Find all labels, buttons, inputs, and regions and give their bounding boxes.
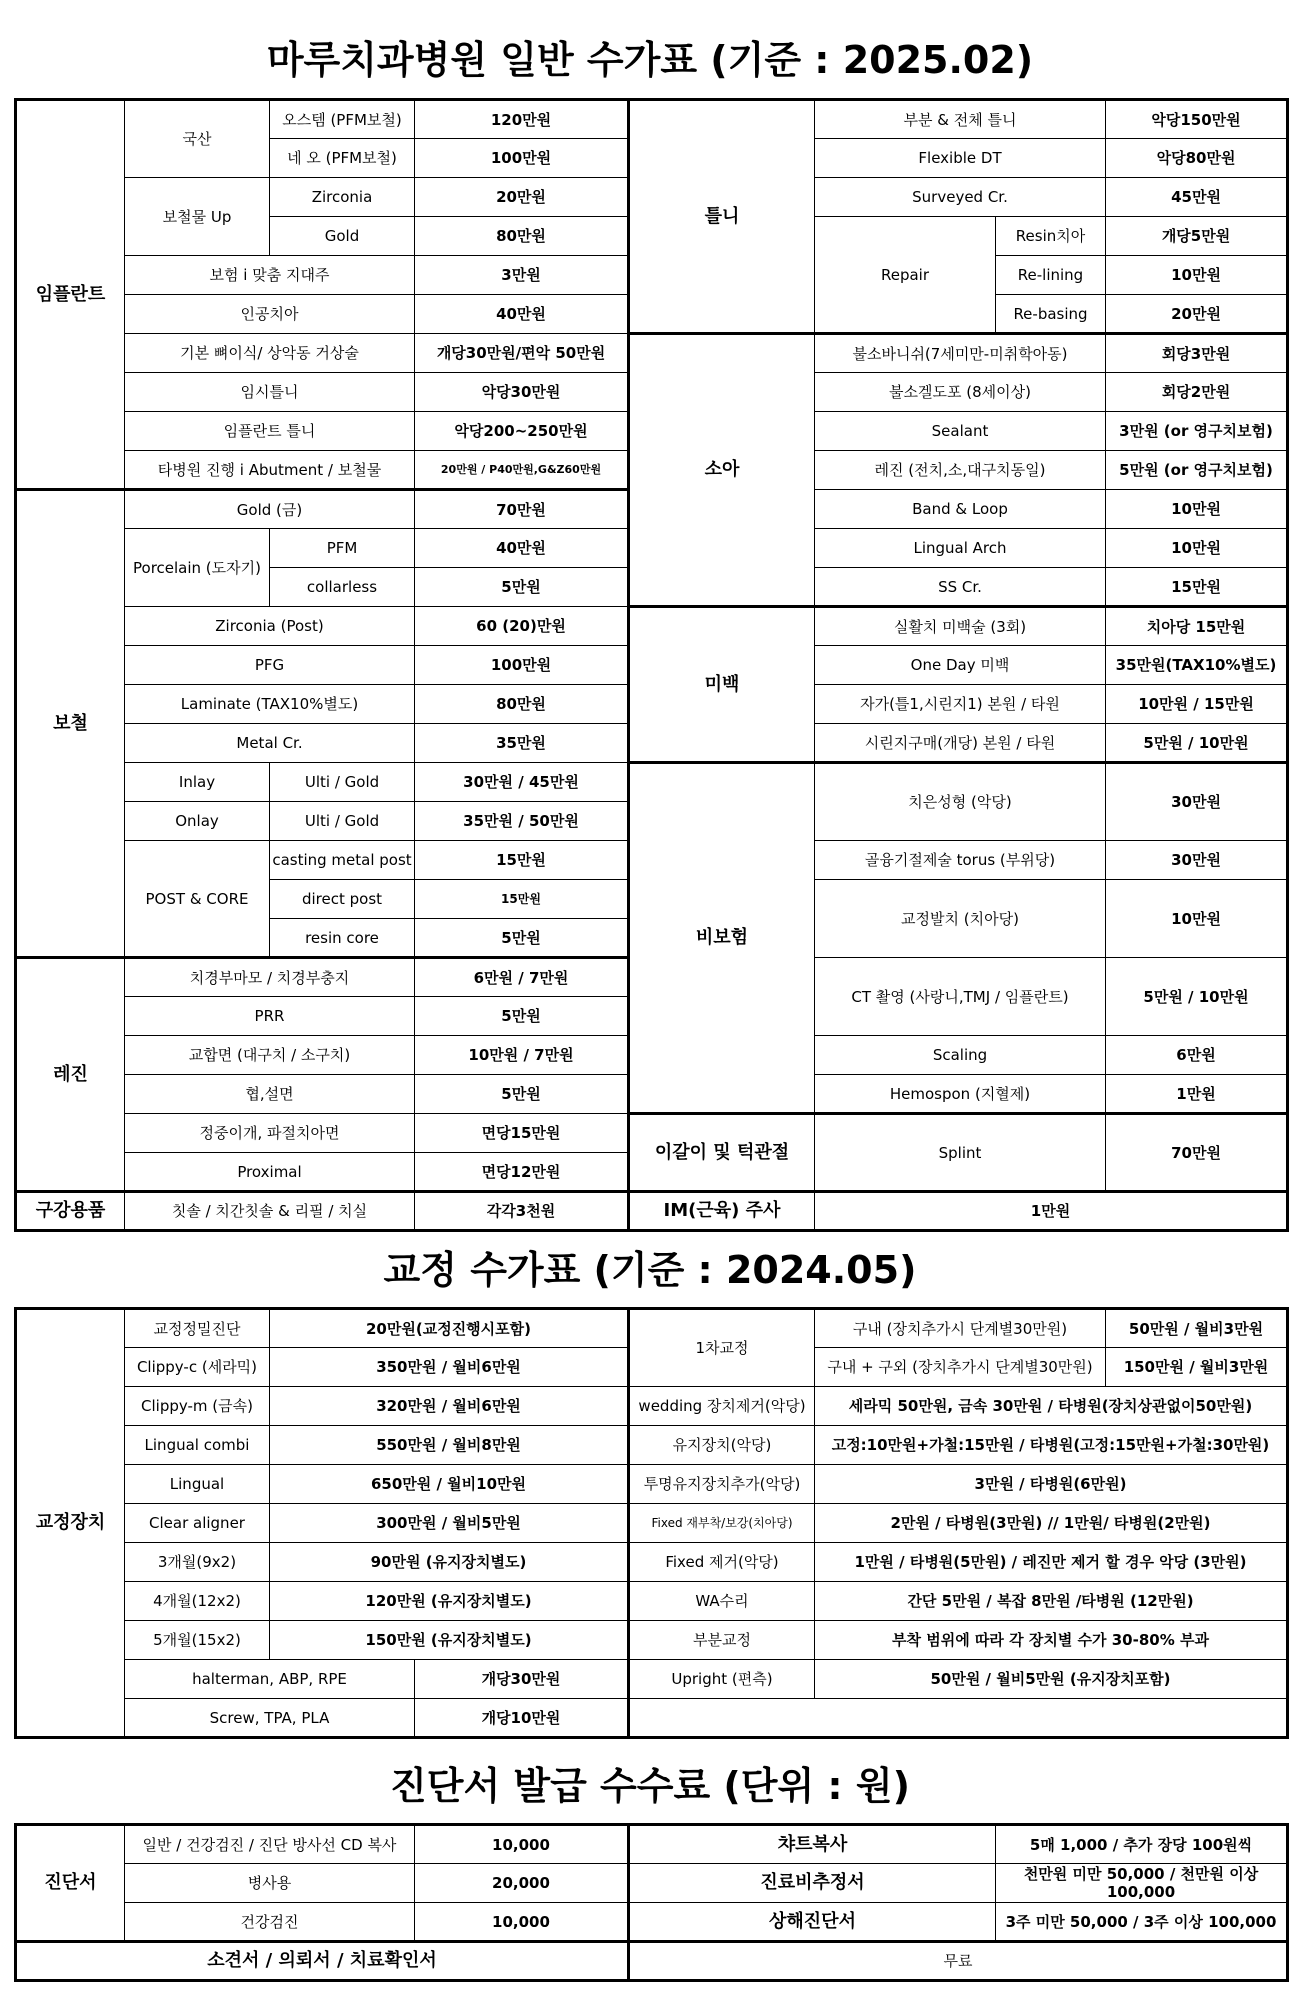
item: 교정발치 (치아당) [815, 880, 1106, 958]
certificate-fee-table [14, 1823, 1289, 1982]
category-prosthesis: 보철 [16, 490, 125, 958]
item: Splint [815, 1114, 1106, 1192]
category-tmj: 이갈이 및 턱관절 [629, 1114, 815, 1192]
item: 협,설면 [125, 1075, 415, 1114]
price: 개당10만원 [415, 1699, 629, 1738]
price: 6만원 / 7만원 [415, 958, 629, 997]
item: halterman, ABP, RPE [125, 1660, 415, 1699]
item: direct post [270, 880, 415, 919]
item: 소견서 / 의뢰서 / 치료확인서 [16, 1942, 629, 1981]
denture-repair: Repair [815, 217, 996, 334]
item: 네 오 (PFM보철) [270, 139, 415, 178]
item: 불소바니쉬(7세미만-미취학아동) [815, 334, 1106, 373]
price: 10만원 / 7만원 [415, 1036, 629, 1075]
item: Gold (금) [125, 490, 415, 529]
price: 부착 범위에 따라 각 장치별 수가 30-80% 부과 [815, 1621, 1288, 1660]
item: Onlay [125, 802, 270, 841]
item: 진료비추정서 [629, 1864, 996, 1903]
item: 유지장치(악당) [629, 1426, 815, 1465]
item: 3개월(9x2) [125, 1543, 270, 1582]
price: 10만원 [1106, 490, 1288, 529]
item: SS Cr. [815, 568, 1106, 607]
price: 5만원 [415, 997, 629, 1036]
price: 5매 1,000 / 추가 장당 100원씩 [996, 1825, 1288, 1864]
price: 간단 5만원 / 복잡 8만원 /타병원 (12만원) [815, 1582, 1288, 1621]
price: 악당30만원 [415, 373, 629, 412]
item: 레진 (전치,소,대구치동일) [815, 451, 1106, 490]
price: 60 (20)만원 [415, 607, 629, 646]
price: 550만원 / 월비8만원 [270, 1426, 629, 1465]
price: 천만원 미만 50,000 / 천만원 이상 100,000 [996, 1864, 1288, 1903]
price: 각각3천원 [415, 1192, 629, 1231]
price: 50만원 / 월비3만원 [1106, 1309, 1288, 1348]
item: Surveyed Cr. [815, 178, 1106, 217]
price: 10만원 [1106, 529, 1288, 568]
price: 개당30만원/편악 50만원 [415, 334, 629, 373]
price: 5만원 / 10만원 [1106, 958, 1288, 1036]
item: PRR [125, 997, 415, 1036]
certificate-title: 진단서 발급 수수료 (단위 : 원) [390, 1764, 910, 1808]
item: Fixed 재부착/보강(치아당) [629, 1504, 815, 1543]
item: PFM [270, 529, 415, 568]
category-certificate: 진단서 [16, 1825, 125, 1942]
item: 인공치아 [125, 295, 415, 334]
price: 3주 미만 50,000 / 3주 이상 100,000 [996, 1903, 1288, 1942]
category-resin: 레진 [16, 958, 125, 1192]
price: 악당200~250만원 [415, 412, 629, 451]
item: 구내 (장치추가시 단계별30만원) [815, 1309, 1106, 1348]
price: 30만원 [1106, 841, 1288, 880]
price: 100만원 [415, 646, 629, 685]
category-oral-care: 구강용품 [16, 1192, 125, 1231]
item: Clippy-c (세라믹) [125, 1348, 270, 1387]
item: Screw, TPA, PLA [125, 1699, 415, 1738]
item: 기본 뼈이식/ 상악동 거상술 [125, 334, 415, 373]
price: 35만원(TAX10%별도) [1106, 646, 1288, 685]
item: Scaling [815, 1036, 1106, 1075]
item: 부분교정 [629, 1621, 815, 1660]
item: Lingual [125, 1465, 270, 1504]
item: Sealant [815, 412, 1106, 451]
item: 보험 i 맞춤 지대주 [125, 256, 415, 295]
price: 80만원 [415, 685, 629, 724]
item: 임플란트 틀니 [125, 412, 415, 451]
price: 10만원 [1106, 880, 1288, 958]
item: Metal Cr. [125, 724, 415, 763]
price: 120만원 (유지장치별도) [270, 1582, 629, 1621]
ortho-title: 교정 수가표 (기준 : 2024.05) [383, 1248, 917, 1292]
item: Resin치아 [996, 217, 1106, 256]
prosth-post-core: POST & CORE [125, 841, 270, 958]
item: Clippy-m (금속) [125, 1387, 270, 1426]
price: 70만원 [415, 490, 629, 529]
category-denture: 틀니 [629, 100, 815, 334]
item: 구내 + 구외 (장치추가시 단계별30만원) [815, 1348, 1106, 1387]
item: One Day 미백 [815, 646, 1106, 685]
price: 개당5만원 [1106, 217, 1288, 256]
price: 20만원 / P40만원,G&Z60만원 [415, 451, 629, 490]
price: 45만원 [1106, 178, 1288, 217]
item: 실활치 미백술 (3회) [815, 607, 1106, 646]
price: 40만원 [415, 295, 629, 334]
price: 3만원 / 타병원(6만원) [815, 1465, 1288, 1504]
price: 3만원 [415, 256, 629, 295]
price: 5만원 (or 영구치보험) [1106, 451, 1288, 490]
price: 80만원 [415, 217, 629, 256]
item: Hemospon (지혈제) [815, 1075, 1106, 1114]
price: 무료 [629, 1942, 1288, 1981]
price: 30만원 / 45만원 [415, 763, 629, 802]
price: 120만원 [415, 100, 629, 139]
price: 3만원 (or 영구치보험) [1106, 412, 1288, 451]
item: WA수리 [629, 1582, 815, 1621]
item: 4개월(12x2) [125, 1582, 270, 1621]
item: 부분 & 전체 틀니 [815, 100, 1106, 139]
item-type: Ulti / Gold [270, 763, 415, 802]
general-fee-table [14, 98, 1289, 1232]
price: 20만원 [1106, 295, 1288, 334]
item: 칫솔 / 치간칫솔 & 리필 / 치실 [125, 1192, 415, 1231]
item: 1차교정 [629, 1309, 815, 1387]
item: Gold [270, 217, 415, 256]
price: 10만원 [1106, 256, 1288, 295]
item: 교합면 (대구치 / 소구치) [125, 1036, 415, 1075]
item: 병사용 [125, 1864, 415, 1903]
price: 90만원 (유지장치별도) [270, 1543, 629, 1582]
price: 면당15만원 [415, 1114, 629, 1153]
category-kids: 소아 [629, 334, 815, 607]
item: 5개월(15x2) [125, 1621, 270, 1660]
price: 10만원 / 15만원 [1106, 685, 1288, 724]
item: Flexible DT [815, 139, 1106, 178]
item: 시린지구매(개당) 본원 / 타원 [815, 724, 1106, 763]
price: 15만원 [1106, 568, 1288, 607]
item: 건강검진 [125, 1903, 415, 1942]
implant-domestic: 국산 [125, 100, 270, 178]
category-im-injection: IM(근육) 주사 [629, 1192, 815, 1231]
item: 타병원 진행 i Abutment / 보철물 [125, 451, 415, 490]
item: 임시틀니 [125, 373, 415, 412]
price: 악당150만원 [1106, 100, 1288, 139]
price: 30만원 [1106, 763, 1288, 841]
item: Re-lining [996, 256, 1106, 295]
item: 골융기절제술 torus (부위당) [815, 841, 1106, 880]
price: 10,000 [415, 1903, 629, 1942]
ortho-fee-table [14, 1307, 1289, 1739]
price: 면당12만원 [415, 1153, 629, 1192]
item: Lingual Arch [815, 529, 1106, 568]
item: 치은성형 (악당) [815, 763, 1106, 841]
item: Zirconia (Post) [125, 607, 415, 646]
price: 세라믹 50만원, 금속 30만원 / 타병원(장치상관없이50만원) [815, 1387, 1288, 1426]
price: 5만원 [415, 1075, 629, 1114]
item: 오스템 (PFM보철) [270, 100, 415, 139]
price: 고정:10만원+가철:15만원 / 타병원(고정:15만원+가철:30만원) [815, 1426, 1288, 1465]
price: 회당3만원 [1106, 334, 1288, 373]
price: 치아당 15만원 [1106, 607, 1288, 646]
category-whitening: 미백 [629, 607, 815, 763]
item: collarless [270, 568, 415, 607]
category-non-insurance: 비보험 [629, 763, 815, 1114]
price: 개당30만원 [415, 1660, 629, 1699]
price: 150만원 (유지장치별도) [270, 1621, 629, 1660]
item: 치경부마모 / 치경부충지 [125, 958, 415, 997]
price: 35만원 [415, 724, 629, 763]
item: Clear aligner [125, 1504, 270, 1543]
item: 자가(틀1,시린지1) 본원 / 타원 [815, 685, 1106, 724]
price: 40만원 [415, 529, 629, 568]
category-implant: 임플란트 [16, 100, 125, 490]
item-type: Ulti / Gold [270, 802, 415, 841]
item: 교정정밀진단 [125, 1309, 270, 1348]
price: 35만원 / 50만원 [415, 802, 629, 841]
price: 150만원 / 월비3만원 [1106, 1348, 1288, 1387]
prosth-porcelain: Porcelain (도자기) [125, 529, 270, 607]
item: Band & Loop [815, 490, 1106, 529]
item: Laminate (TAX10%별도) [125, 685, 415, 724]
price: 20,000 [415, 1864, 629, 1903]
item: casting metal post [270, 841, 415, 880]
item: 불소겔도포 (8세이상) [815, 373, 1106, 412]
price: 320만원 / 월비6만원 [270, 1387, 629, 1426]
item: Zirconia [270, 178, 415, 217]
price: 5만원 [415, 568, 629, 607]
category-ortho: 교정장치 [16, 1309, 125, 1738]
price: 20만원 [415, 178, 629, 217]
price: 15만원 [415, 880, 629, 919]
item: resin core [270, 919, 415, 958]
item: 정중이개, 파절치아면 [125, 1114, 415, 1153]
price: 100만원 [415, 139, 629, 178]
price: 20만원(교정진행시포함) [270, 1309, 629, 1348]
page-title: 마루치과병원 일반 수가표 (기준 : 2025.02) [266, 38, 1034, 82]
empty-cell [629, 1699, 1288, 1738]
item: CT 촬영 (사랑니,TMJ / 임플란트) [815, 958, 1106, 1036]
item: Re-basing [996, 295, 1106, 334]
item: wedding 장치제거(악당) [629, 1387, 815, 1426]
item: 투명유지장치추가(악당) [629, 1465, 815, 1504]
price: 300만원 / 월비5만원 [270, 1504, 629, 1543]
price: 650만원 / 월비10만원 [270, 1465, 629, 1504]
item: Proximal [125, 1153, 415, 1192]
price: 1만원 [815, 1192, 1288, 1231]
price: 1만원 / 타병원(5만원) / 레진만 제거 할 경우 악당 (3만원) [815, 1543, 1288, 1582]
price: 6만원 [1106, 1036, 1288, 1075]
item: Inlay [125, 763, 270, 802]
item: 상해진단서 [629, 1903, 996, 1942]
price: 50만원 / 월비5만원 (유지장치포함) [815, 1660, 1288, 1699]
price: 악당80만원 [1106, 139, 1288, 178]
price: 350만원 / 월비6만원 [270, 1348, 629, 1387]
price: 2만원 / 타병원(3만원) // 1만원/ 타병원(2만원) [815, 1504, 1288, 1543]
price: 1만원 [1106, 1075, 1288, 1114]
price: 5만원 [415, 919, 629, 958]
price: 10,000 [415, 1825, 629, 1864]
price: 5만원 / 10만원 [1106, 724, 1288, 763]
item: Fixed 제거(악당) [629, 1543, 815, 1582]
item: 챠트복사 [629, 1825, 996, 1864]
price: 회당2만원 [1106, 373, 1288, 412]
item: Lingual combi [125, 1426, 270, 1465]
implant-upgrade: 보철물 Up [125, 178, 270, 256]
item: PFG [125, 646, 415, 685]
price: 70만원 [1106, 1114, 1288, 1192]
item: Upright (편측) [629, 1660, 815, 1699]
price: 15만원 [415, 841, 629, 880]
item: 일반 / 건강검진 / 진단 방사선 CD 복사 [125, 1825, 415, 1864]
